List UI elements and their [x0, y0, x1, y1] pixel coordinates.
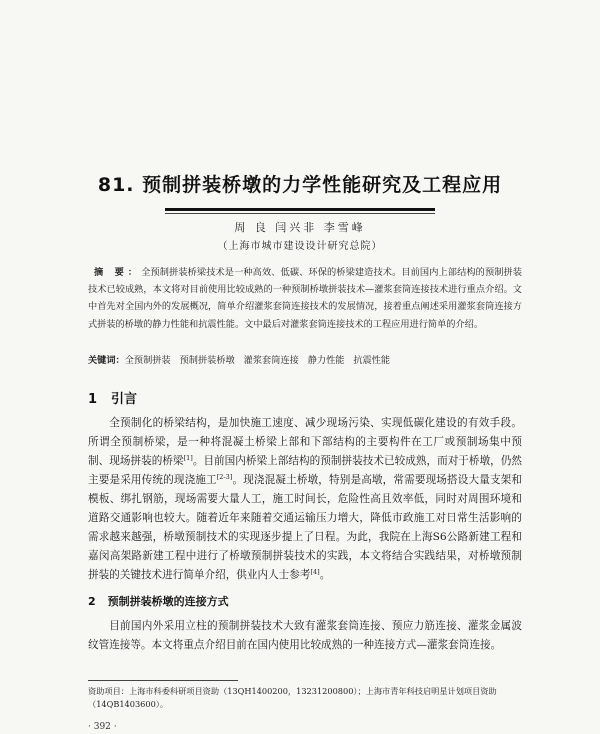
keywords: [88, 354, 522, 368]
para1-text-d: 。: [319, 569, 331, 581]
keywords-text: 全预制拼装 预制拼装桥墩 灌浆套筒连接 静力性能 抗震性能: [124, 355, 391, 366]
abstract-label: 摘 要：: [94, 267, 142, 278]
paragraph-connection: 目前国内外采用立柱的预制拼装技术大致有灌浆套筒连接、预应力筋连接、灌浆金属波纹管连接等。本文将重点介绍目前在国内使用比较成熟的一种连接方式—灌浆套筒连接。: [88, 620, 522, 651]
citation-1: [1]: [183, 454, 193, 462]
section-number: 2: [88, 595, 96, 608]
title-rule-thick: [165, 208, 435, 211]
abstract-text: 全预制拼装桥梁技术是一种高效、低碳、环保的桥梁建造技术。目前国内上部结构的预制拼装技术已较成熟，本文将对目前使用比较成熟的一种预制桥墩拼装技术—灌浆套筒连接技术进行重点介绍。文中首先对全国内外的发展概况，简单介绍灌浆套筒连接技术的发展情况，接着重点阐述采用灌浆套筒连接方式拼装的桥墩的静力性能和抗震性能。文中最后对灌浆套筒连接技术的工程应用进行简单的介绍。: [88, 267, 523, 330]
keywords-label: 关键词：: [88, 355, 125, 366]
paper-title: 81. 预制拼装桥墩的力学性能研究及工程应用: [97, 174, 503, 196]
footnote-rule: [88, 680, 238, 681]
citation-2: [2-3]: [216, 473, 233, 481]
page-number: · 392 ·: [88, 722, 117, 732]
citation-3: [4]: [310, 568, 320, 576]
authors: 周 良 闫兴非 李雪峰: [234, 221, 366, 234]
para1-text-c: 。现浇混凝土桥墩，特别是高墩，常需要现场搭设大量支架和模板、绑扎钢筋，现场需要大量人工，施工时间长，危险性高且效率低，同时对周围环境和道路交通影响也较大。随着近年来随着交通运输压力增大，降低市政施工对日常生活影响的需求越来越强，桥墩预制技术的实现逐步提上了日程。为此，我院在上海S6公路新建工程和嘉闵高架路新建工程中进行了桥墩预制拼装技术的实践，本文将结合实践结果，对桥墩预制拼装的关键技术进行简单介绍，供业内人士参考: [88, 474, 523, 581]
section-title: 预制拼装桥墩的连接方式: [107, 595, 229, 608]
footnote: 资助项目：上海市科委科研项目资助（13QH1400200，13231200800）；上海市青年科技启明星计划项目资助（14QB1403600）。: [88, 686, 497, 709]
affiliation: （上海市城市建设设计研究总院）: [217, 241, 383, 252]
para1-text-b: 。目前国内桥梁上部结构的预制拼装技术已较成熟，而对于桥墩，仍然主要是采用传统的现浇施工: [88, 455, 522, 486]
section-heading-introduction: [88, 388, 137, 407]
paragraph-introduction: [88, 414, 522, 585]
section-heading-connection: [88, 593, 229, 609]
title-rule-thin: [165, 213, 435, 214]
abstract: [88, 264, 522, 333]
para1-text-a: 全预制化的桥梁结构，是加快施工速度、减少现场污染、实现低碳化建设的有效手段。所谓全预制桥梁，是一种将混凝土桥梁上部和下部结构的主要构件在工厂或预制场集中预制、现场拼装的桥梁: [88, 417, 522, 467]
section-title: 引言: [111, 392, 138, 407]
section-number: 1: [88, 392, 98, 407]
